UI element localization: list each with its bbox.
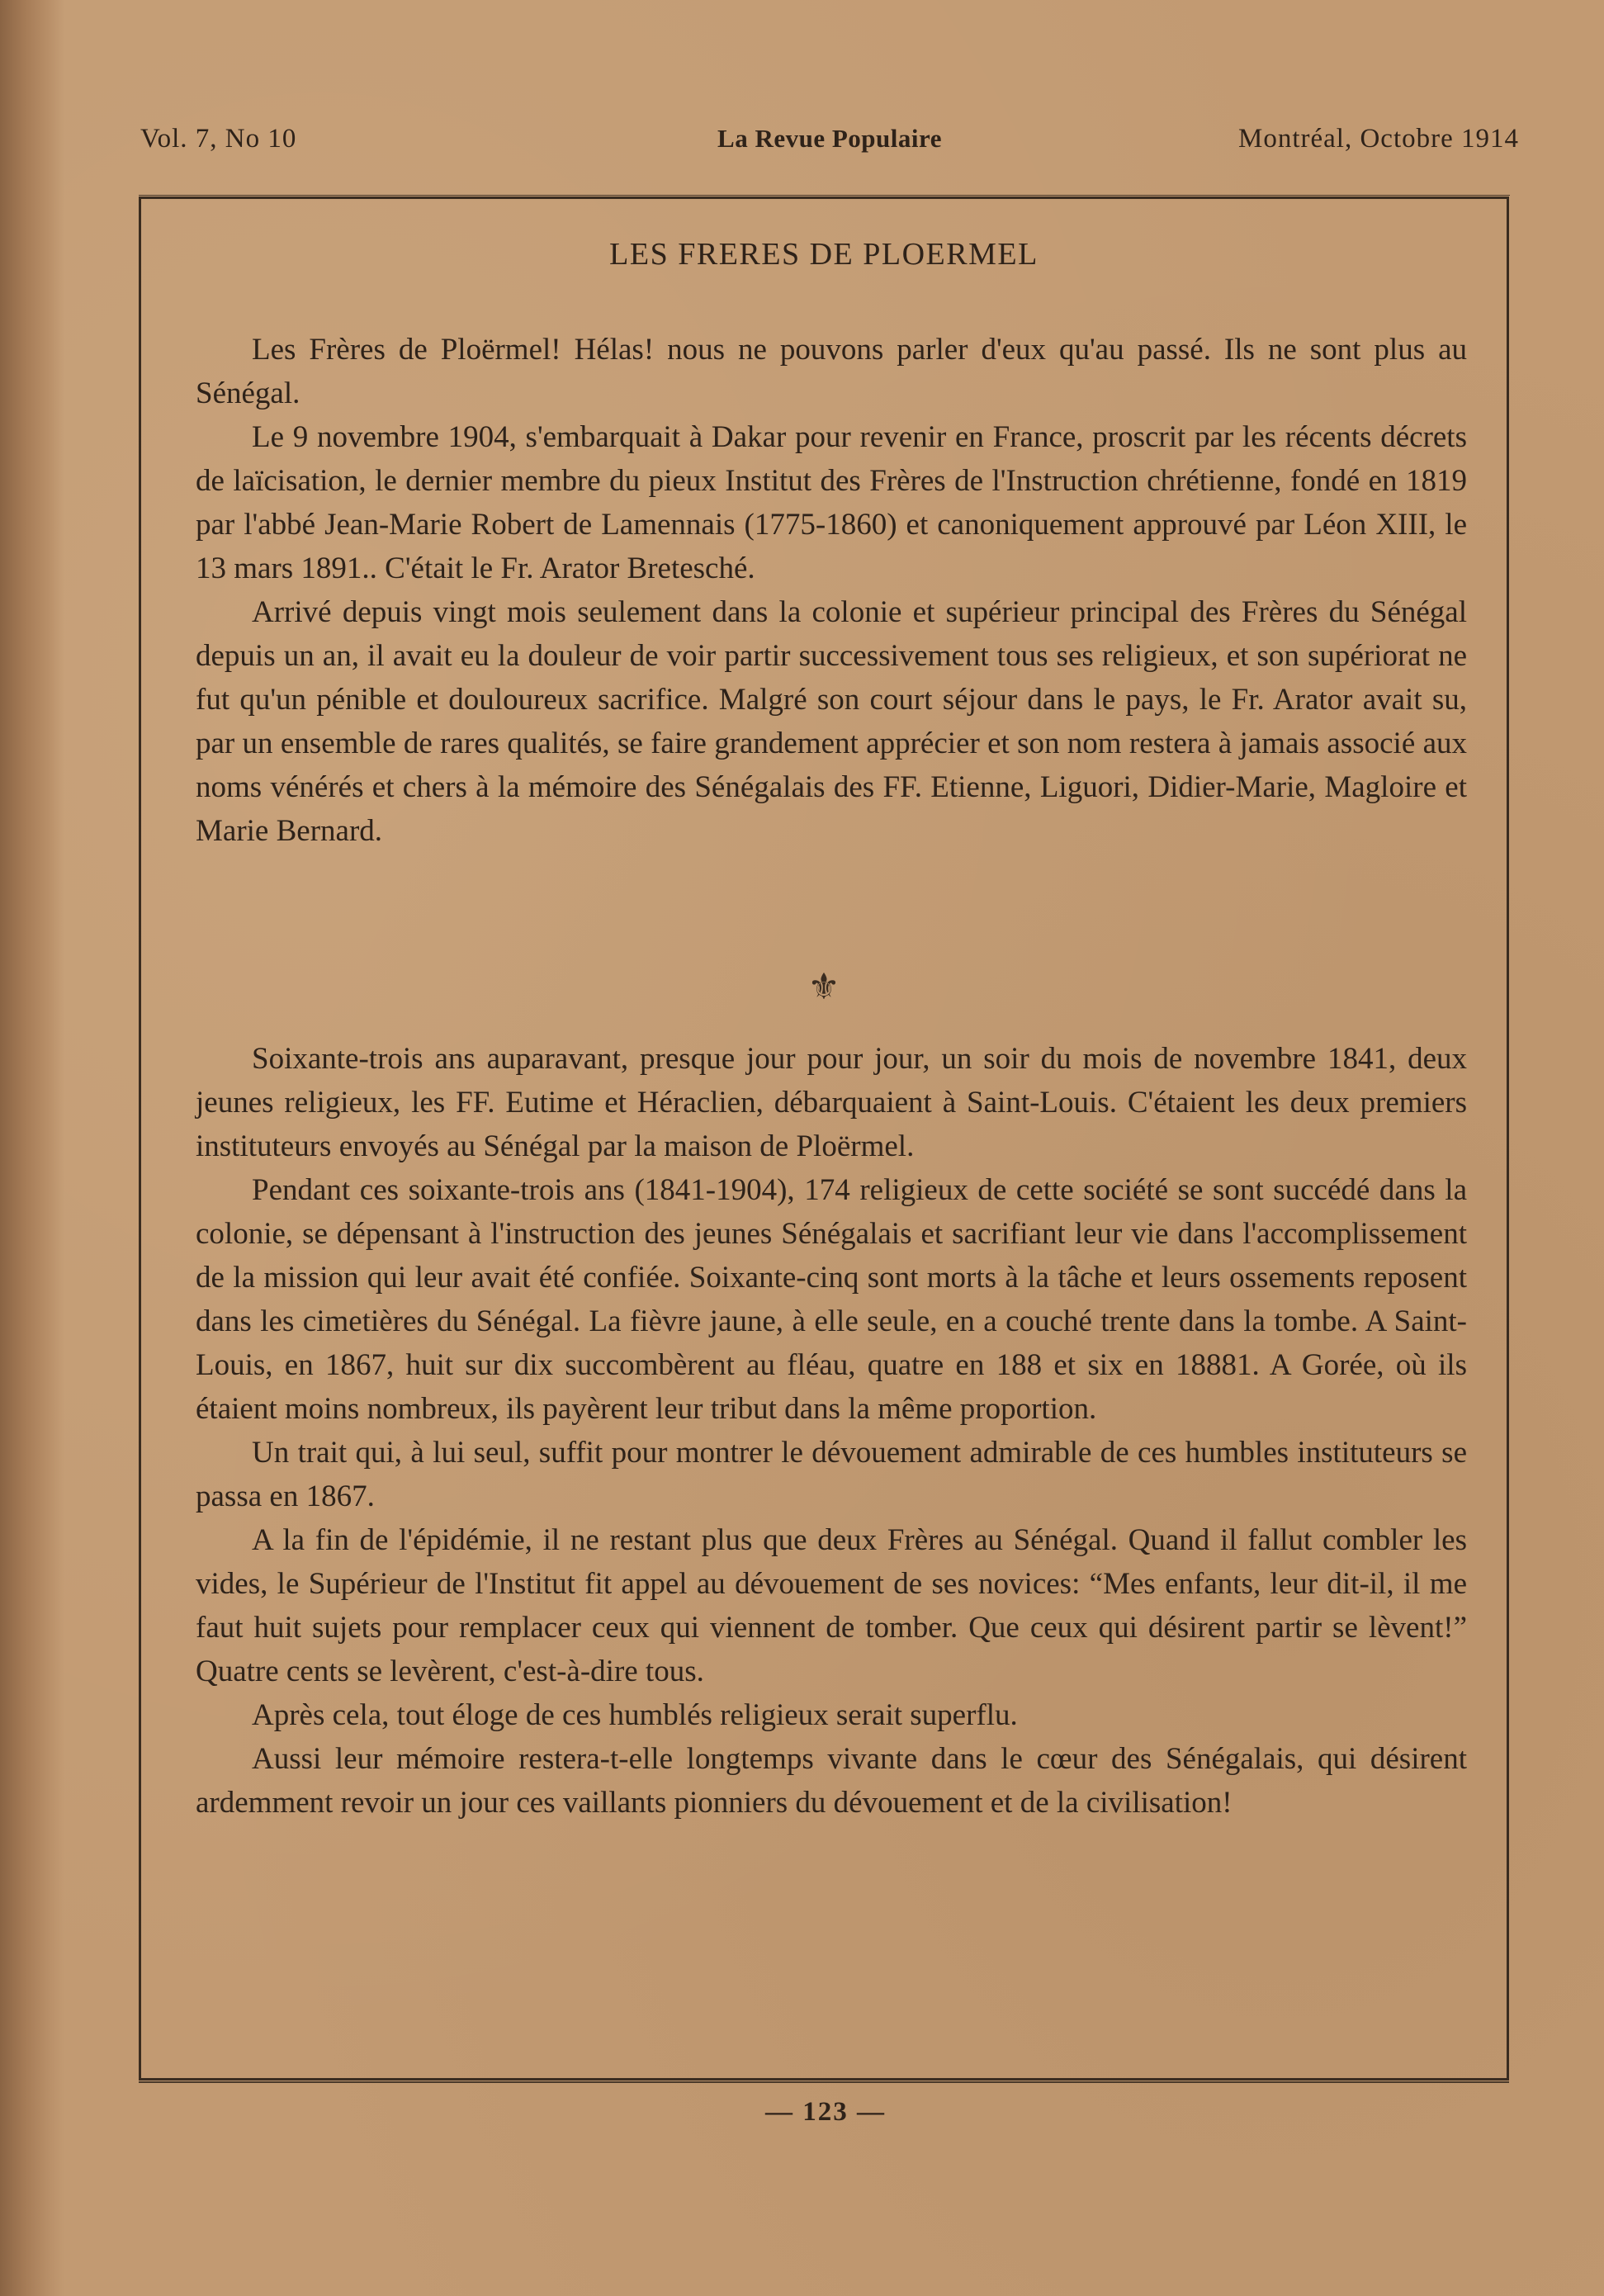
page-number: — 123 — — [765, 2097, 886, 2127]
paragraph: Pendant ces soixante-trois ans (1841-1904), 174 religieux de cette société se sont succédé dans la colonie, se dépensant à l'instruction des jeunes Sénégalais et sacrifiant leur vie dans l'accomplissement de la mission qui leur avait été confiée. Soixante-cinq sont morts à la tâche et leurs ossements reposent dans les cimetières du Sénégal. La fièvre jaune, à elle seule, en a couché trente dans la tombe. A Saint-Louis, en 1867, huit sur dix succombèrent au fléau, quatre en 188 et six en 18881. A Gorée, où ils étaient moins nombreux, ils payèrent leur tribut dans la même proportion. — [196, 1173, 1467, 1426]
paragraph: Arrivé depuis vingt mois seulement dans la colonie et supérieur principal des Frères du Sénégal depuis un an, il avait eu la douleur de voir partir successivement tous ses religieux, et son supériorat ne fut qu'un pénible et douloureux sacrifice. Malgré son court séjour dans le pays, le Fr. Arator avait su, par un ensemble de rares qualités, se faire grandement apprécier et son nom restera à jamais associé aux noms vénérés et chers à la mémoire des Sénégalais des FF. Etienne, Liguori, Didier-Marie, Magloire et Marie Bernard. — [196, 595, 1467, 848]
paragraph: Après cela, tout éloge de ces humblés religieux serait superflu. — [252, 1698, 1018, 1732]
place-date: Montréal, Octobre 1914 — [1238, 124, 1519, 154]
paragraph: Les Frères de Ploërmel! Hélas! nous ne pouvons parler d'eux qu'au passé. Ils ne sont plus au Sénégal. — [196, 333, 1467, 410]
issue-volume: Vol. 7, No 10 — [140, 124, 297, 154]
paragraph: Aussi leur mémoire restera-t-elle longtemps vivante dans le cœur des Sénégalais, qui désirent ardemment revoir un jour ces vaillants pionniers du dévouement et de la civilisation! — [196, 1742, 1467, 1820]
article-section-2 — [196, 1037, 1467, 1825]
page-header — [140, 124, 1519, 165]
fleur-de-lis-icon: ⚜ — [807, 967, 840, 1007]
paragraph: Soixante-trois ans auparavant, presque jour pour jour, un soir du mois de novembre 1841, deux jeunes religieux, les FF. Eutime et Héraclien, débarquaient à Saint-Louis. C'étaient les deux premiers instituteurs envoyés au Sénégal par la maison de Ploërmel. — [196, 1042, 1467, 1163]
article-title: LES FRERES DE PLOERMEL — [609, 237, 1039, 272]
paragraph: Un trait qui, à lui seul, suffit pour montrer le dévouement admirable de ces humbles instituteurs se passa en 1867. — [196, 1436, 1467, 1513]
publication-title: La Revue Populaire — [717, 124, 942, 153]
paragraph: Le 9 novembre 1904, s'embarquait à Dakar pour revenir en France, proscrit par les récents décrets de laïcisation, le dernier membre du pieux Institut des Frères de l'Instruction chrétienne, fondé en 1819 par l'abbé Jean-Marie Robert de Lamennais (1775-1860) et canoniquement approuvé par Léon XIII, le 13 mars 1891.. C'était le Fr. Arator Bretesché. — [196, 420, 1467, 585]
binding-gutter — [0, 0, 64, 2296]
article-section-1 — [196, 328, 1467, 853]
paragraph: A la fin de l'épidémie, il ne restant plus que deux Frères au Sénégal. Quand il fallut combler les vides, le Supérieur de l'Institut fit appel au dévouement de ses novices: “Mes enfants, leur dit-il, il me faut huit sujets pour remplacer ceux qui viennent de tomber. Que ceux qui désirent partir se lèvent!” Quatre cents se levèrent, c'est-à-dire tous. — [196, 1523, 1467, 1688]
